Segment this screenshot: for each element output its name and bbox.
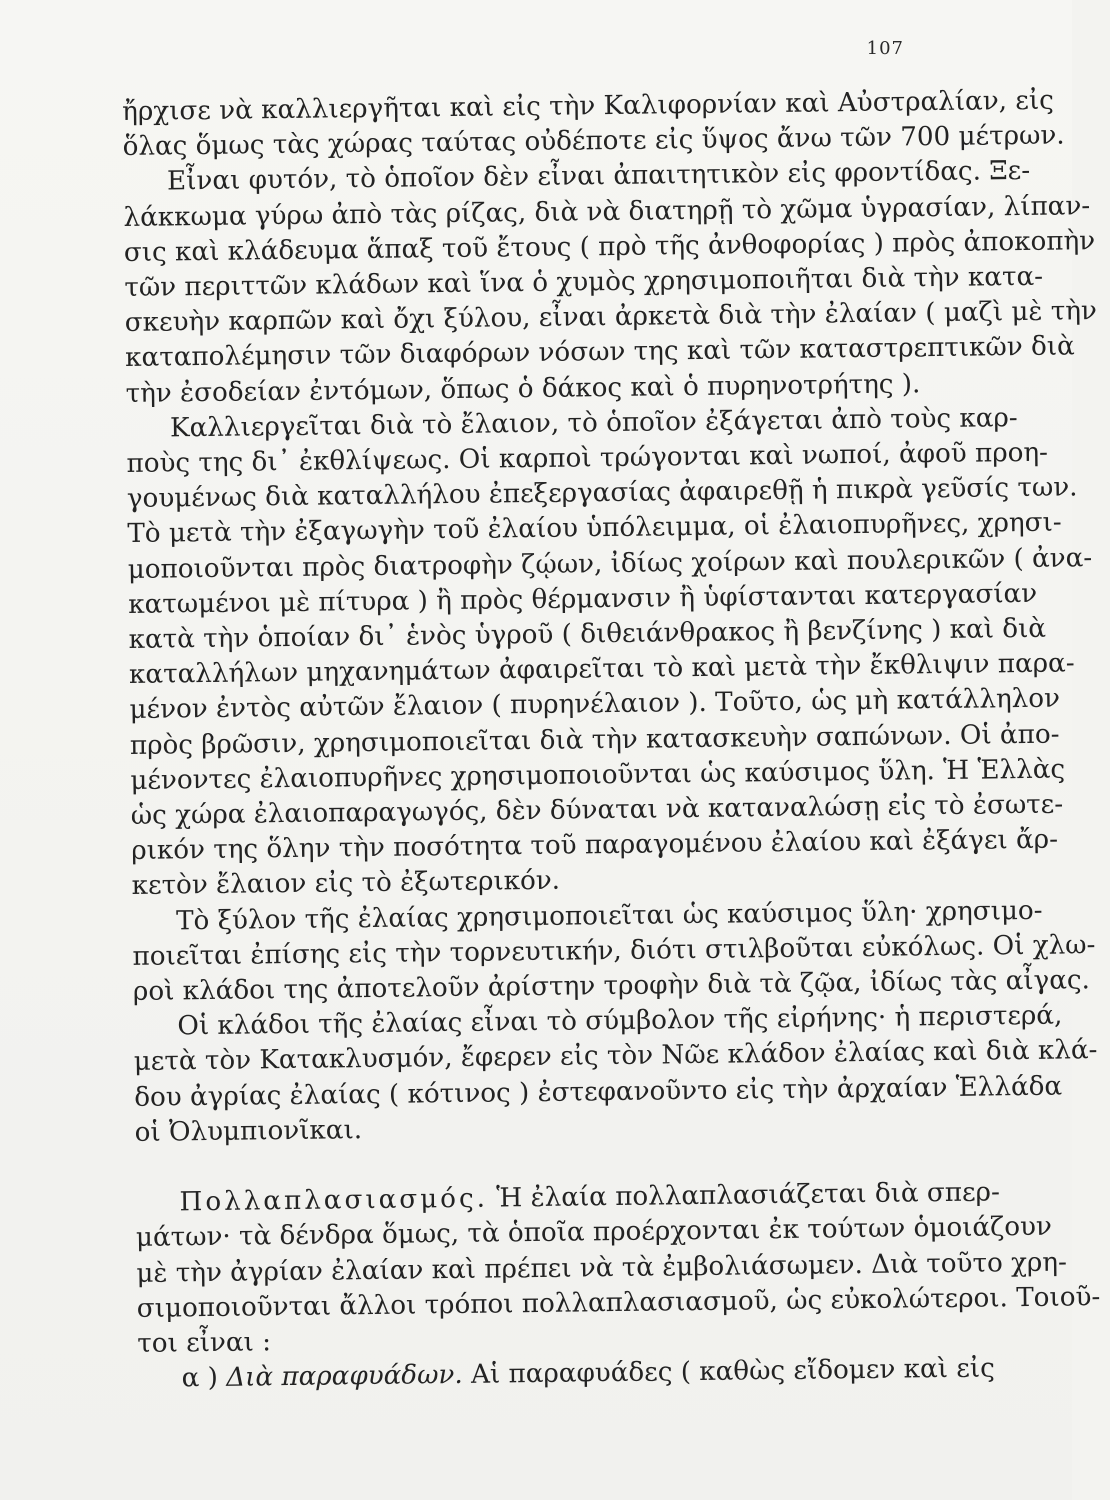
- text-line: σις καὶ κλάδευμα ἅπαξ τοῦ ἔτους ( πρὸ τῆς ἀνθοφορίας ) πρὸς ἀποκοπὴν: [123, 225, 1096, 268]
- text-line: τῶν περιττῶν κλάδων καὶ ἵνα ὁ χυμὸς χρησιμοποιῆται διὰ τὴν κατα-: [124, 261, 1044, 304]
- section-heading: Πολλαπλασιασμός.: [179, 1183, 489, 1218]
- text-line: μοποιοῦνται πρὸς διατροφὴν ζῴων, ἰδίως χοίρων καὶ πουλερικῶν ( ἀνα-: [127, 542, 1093, 585]
- text-line: Καλλιεργεῖται διὰ τὸ ἔλαιον, τὸ ὁποῖον ἐξάγεται ἀπὸ τοὺς καρ-: [169, 402, 1018, 444]
- text-line: ρικόν της ὅλην τὴν ποσότητα τοῦ παραγομένου ἐλαίου καὶ ἐξάγει ἄρ-: [131, 824, 1059, 867]
- text-line: μένον ἐντὸς αὐτῶν ἔλαιον ( πυρηνέλαιον ). Τοῦτο, ὡς μὴ κατάλληλον: [129, 684, 1061, 726]
- text-line: Τὸ ξύλον τῆς ἐλαίας χρησιμοποιεῖται ὡς καύσιμος ὕλη· χρησιμο-: [175, 895, 1043, 937]
- text-line: ροὶ κλάδοι της ἀποτελοῦν ἀρίστην τροφὴν διὰ τὰ ζῷα, ἰδίως τὰς αἶγας.: [132, 965, 1091, 1008]
- page-number: 107: [866, 38, 904, 59]
- text-line: τοι εἶναι :: [137, 1327, 272, 1359]
- text-line: λάκκωμα γύρω ἀπὸ τὰς ρίζας, διὰ νὰ διατηρῇ τὸ χῶμα ὑγρασίαν, λίπαν-: [123, 190, 1091, 233]
- text-line: Τὸ μετὰ τὴν ἐξαγωγὴν τοῦ ἐλαίου ὑπόλειμμα, οἱ ἐλαιοπυρῆνες, χρησι-: [127, 507, 1062, 550]
- list-marker: α ): [181, 1363, 219, 1394]
- text-line: σκευὴν καρπῶν καὶ ὄχι ξύλου, εἶναι ἀρκετὰ διὰ τὴν ἐλαίαν ( μαζὶ μὲ τὴν: [124, 296, 1098, 339]
- text-line: κετὸν ἔλαιον εἰς τὸ ἐξωτερικόν.: [131, 866, 561, 902]
- text-line: ὡς χώρα ἐλαιοπαραγωγός, δὲν δύναται νὰ καταναλώσῃ εἰς τὸ ἐσωτε-: [130, 789, 1064, 832]
- body-text: [122, 85, 1101, 1397]
- text-line: ἤρχισε νὰ καλλιεργῆται καὶ εἰς τὴν Καλιφορνίαν καὶ Αὐστραλίαν, εἰς: [122, 85, 1054, 127]
- text-line: καταλλήλων μηχανημάτων ἀφαιρεῖται τὸ καὶ μετὰ τὴν ἔκθλιψιν παρα-: [128, 648, 1075, 691]
- text-line: οἱ Ὀλυμπιονῖκαι.: [134, 1115, 363, 1148]
- text-line: Εἶναι φυτόν, τὸ ὁποῖον δὲν εἶναι ἀπαιτητικὸν εἰς φροντίδας. Ξε-: [166, 156, 1031, 197]
- text-line: μάτων· τὰ δένδρα ὅμως, τὰ ὁποῖα προέρχονται ἐκ τούτων ὁμοιάζουν: [135, 1212, 1053, 1254]
- text-line: κατωμένοι μὲ πίτυρα ) ἢ πρὸς θέρμανσιν ἢ ὑφίστανται κατεργασίαν: [128, 578, 1038, 620]
- text-fragment: Ἡ ἐλαία πολλαπλασιάζεται διὰ σπερ-: [496, 1177, 1001, 1214]
- text-fragment: Αἱ παραφυάδες ( καθὼς εἴδομεν καὶ εἰς: [470, 1353, 995, 1390]
- text-line: μετὰ τὸν Κατακλυσμόν, ἔφερεν εἰς τὸν Νῶε κλάδον ἐλαίας καὶ διὰ κλά-: [133, 1035, 1098, 1078]
- text-line: ὅλας ὅμως τὰς χώρας ταύτας οὐδέποτε εἰς ὕψος ἄνω τῶν 700 μέτρων.: [122, 120, 1065, 163]
- text-line: μὲ τὴν ἀγρίαν ἐλαίαν καὶ πρέπει νὰ τὰ ἐμβολιάσωμεν. Διὰ τοῦτο χρη-: [136, 1247, 1068, 1289]
- text-line: σιμοποιοῦνται ἄλλοι τρόποι πολλαπλασιασμοῦ, ὡς εὐκολώτεροι. Τοιοῦ-: [136, 1281, 1101, 1324]
- text-line: ποιεῖται ἐπίσης εἰς τὴν τορνευτικήν, διότι στιλβοῦται εὐκόλως. Οἱ χλω-: [132, 930, 1096, 972]
- subheading: Διὰ παραφυάδων.: [226, 1360, 463, 1393]
- text-line: μένοντες ἐλαιοπυρῆνες χρησιμοποιοῦνται ὡς καύσιμος ὕλη. Ἡ Ἑλλὰς: [130, 754, 1066, 796]
- text-line: Οἱ κλάδοι τῆς ἐλαίας εἶναι τὸ σύμβολον τῆς εἰρήνης· ἡ περιστερά,: [177, 1000, 1063, 1042]
- text-line: τὴν ἐσοδείαν ἐντόμων, ὅπως ὁ δάκος καὶ ὁ πυρηνοτρήτης ).: [125, 368, 921, 409]
- text-line: πρὸς βρῶσιν, χρησιμοποιεῖται διὰ τὴν κατασκευὴν σαπώνων. Οἱ ἀπο-: [129, 719, 1060, 761]
- text-line: κατὰ τὴν ὁποίαν δι᾽ ἑνὸς ὑγροῦ ( διθειάνθρακος ἢ βενζίνης ) καὶ διὰ: [128, 613, 1047, 656]
- text-line: γουμένως διὰ καταλλήλου ἐπεξεργασίας ἀφαιρεθῇ ἡ πικρὰ γεῦσίς των.: [126, 472, 1078, 515]
- text-line: καταπολέμησιν τῶν διαφόρων νόσων της καὶ τῶν καταστρεπτικῶν διὰ: [125, 331, 1075, 374]
- text-line: ποὺς της δι᾽ ἐκθλίψεως. Οἱ καρποὶ τρώγονται καὶ νωποί, ἀφοῦ προη-: [126, 437, 1049, 480]
- text-line: δου ἀγρίας ἐλαίας ( κότινος ) ἐστεφανοῦντο εἰς τὴν ἀρχαίαν Ἑλλάδα: [134, 1071, 1063, 1113]
